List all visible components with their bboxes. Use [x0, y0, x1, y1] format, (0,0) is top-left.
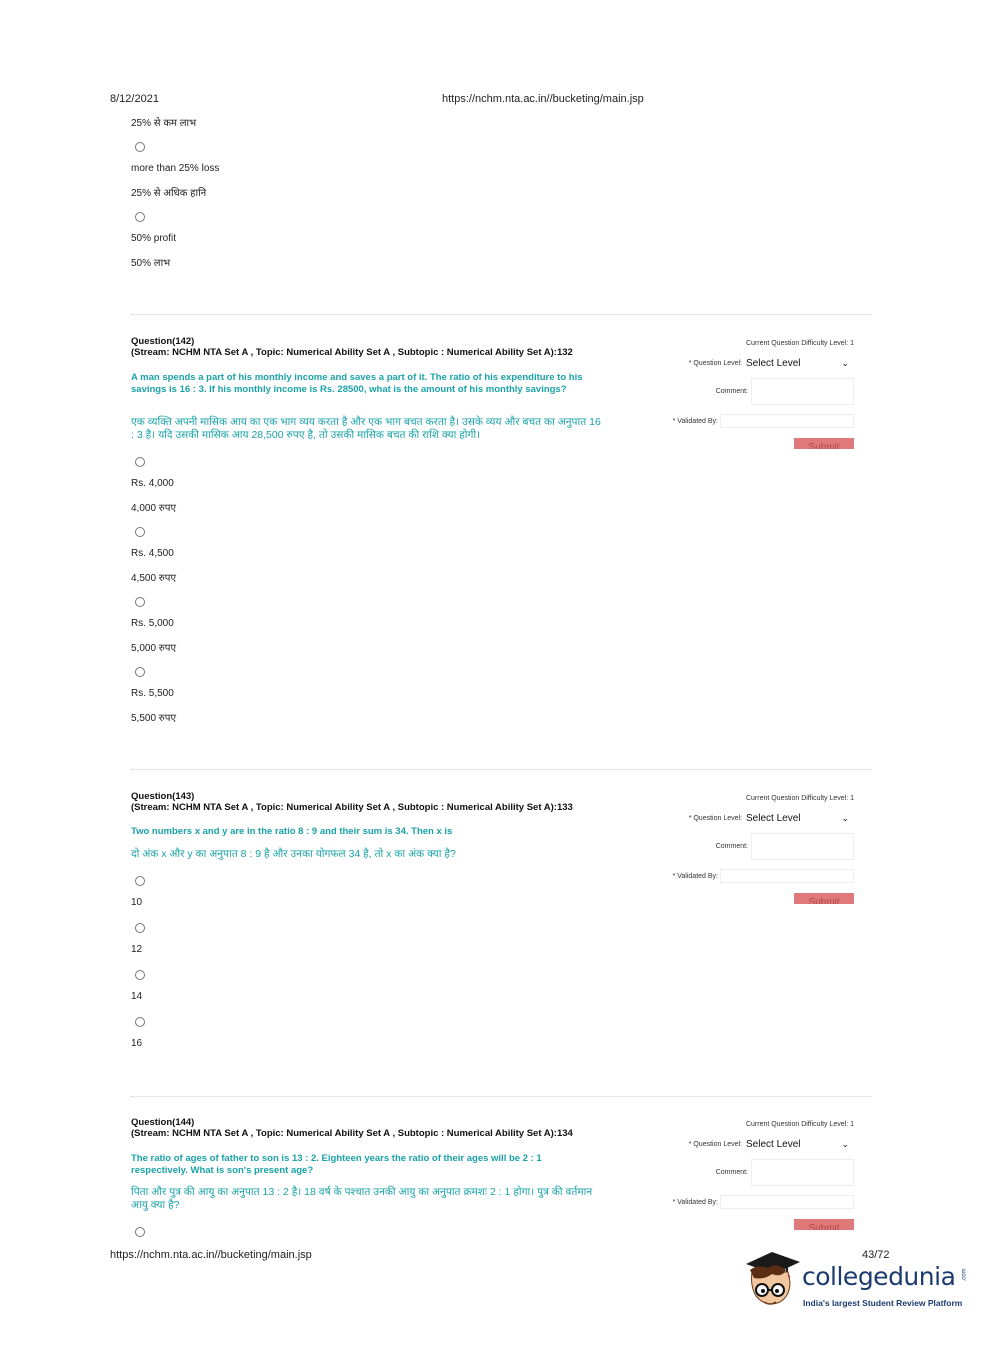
q142-comment-field[interactable]	[751, 378, 854, 405]
question-144-title: Question(144)	[131, 1117, 195, 1128]
question-143-stream: (Stream: NCHM NTA Set A , Topic: Numerical Ability Set A , Subtopic : Numerical Ability Set A):133	[131, 802, 573, 813]
q142-level-label: * Question Level:	[688, 360, 742, 367]
q142-option-1-radio[interactable]	[135, 457, 145, 467]
question-144-text-hi: पिता और पुत्र की आयु का अनुपात 13 : 2 है। 18 वर्ष के पश्चात उनकी आयु का अनुपात क्रमशः 2 : 1 होगा। पुत्र की वर्तमान आयु क्या है?	[131, 1186, 593, 1211]
q142-option-1-label: Rs. 4,000	[131, 478, 174, 489]
question-divider	[131, 769, 871, 770]
q142-level-select[interactable]	[746, 356, 851, 370]
q143-submit-button[interactable]: Submit	[794, 893, 854, 904]
q144-option-1-radio[interactable]	[135, 1227, 145, 1237]
q143-option-3-radio[interactable]	[135, 970, 145, 980]
question-divider	[131, 314, 871, 315]
question-142-text-en: A man spends a part of his monthly income and saves a part of it. The ratio of his expenditure to his savings is 16 : 3. If his monthly income is Rs. 28500, what is the amount of his monthly savings?	[131, 372, 583, 395]
question-144-text-en: The ratio of ages of father to son is 13 : 2. Eighteen years the ratio of their ages will be 2 : 1 respectively. What is son's present age?	[131, 1153, 542, 1176]
q143-validated-label: * Validated By:	[672, 873, 718, 880]
q144-validated-label: * Validated By:	[672, 1199, 718, 1206]
question-143-title: Question(143)	[131, 791, 195, 802]
q142-option-2-label: Rs. 4,500	[131, 548, 174, 559]
q144-comment-field[interactable]	[751, 1159, 854, 1186]
page-number: 43/72	[862, 1249, 890, 1261]
q142-difficulty-label: Current Question Difficulty Level: 1	[745, 340, 854, 347]
q143-option-1-radio[interactable]	[135, 876, 145, 886]
question-144-stream: (Stream: NCHM NTA Set A , Topic: Numerical Ability Set A , Subtopic : Numerical Ability Set A):134	[131, 1128, 573, 1139]
q143-level-select-value: Select Level	[746, 812, 801, 824]
chevron-down-icon: ⌄	[841, 812, 849, 823]
q142-validated-field[interactable]	[720, 414, 854, 428]
q144-difficulty-label: Current Question Difficulty Level: 1	[745, 1121, 854, 1128]
prev-option-3-label: 50% profit	[131, 233, 177, 244]
prev-option-1-hindi: 25% से कम लाभ	[131, 118, 197, 129]
prev-option-2-label: more than 25% loss	[131, 163, 220, 174]
q143-option-4-label: 16	[131, 1038, 143, 1049]
question-143-text-hi: दो अंक x और y का अनुपात 8 : 9 है और उनका योगफल 34 है, तो x का अंक क्या है?	[131, 848, 456, 860]
question-142-title: Question(142)	[131, 336, 195, 347]
q142-option-4-hindi: 5,500 रुपए	[131, 713, 176, 724]
q144-comment-label: Comment:	[715, 1169, 748, 1176]
q142-option-3-label: Rs. 5,000	[131, 618, 174, 629]
question-142-text-hi: एक व्यक्ति अपनी मासिक आय का एक भाग व्यय करता है और एक भाग बचत करता है। उसके व्यय और बचत का अनुपात 16 : 3 है। यदि उसकी मासिक आय 28,500 रुपए है, तो उसकी मासिक बचत की राशि क्या होगी।	[131, 416, 601, 441]
q144-level-select-value: Select Level	[746, 1138, 801, 1150]
footer-url: https://nchm.nta.ac.in//bucketing/main.jsp	[110, 1249, 312, 1261]
q142-validated-label: * Validated By:	[672, 418, 718, 425]
collegedunia-mascot-icon	[742, 1250, 804, 1312]
q143-option-1-label: 10	[131, 897, 143, 908]
q143-validated-field[interactable]	[720, 869, 854, 883]
question-142-stream: (Stream: NCHM NTA Set A , Topic: Numerical Ability Set A , Subtopic : Numerical Ability Set A):132	[131, 347, 573, 358]
prev-option-2-hindi: 25% से अधिक हानि	[131, 188, 207, 199]
q142-option-3-radio[interactable]	[135, 597, 145, 607]
question-divider	[131, 1096, 871, 1097]
q142-option-1-hindi: 4,000 रुपए	[131, 503, 176, 514]
q142-option-3-hindi: 5,000 रुपए	[131, 643, 176, 654]
q143-level-select[interactable]	[746, 811, 851, 825]
prev-option-2-radio[interactable]	[135, 142, 145, 152]
q143-option-3-label: 14	[131, 991, 143, 1002]
q142-option-2-radio[interactable]	[135, 527, 145, 537]
q143-option-2-label: 12	[131, 944, 143, 955]
q143-difficulty-label: Current Question Difficulty Level: 1	[745, 795, 854, 802]
q144-submit-button[interactable]: Submit	[794, 1219, 854, 1230]
q144-level-select[interactable]	[746, 1137, 851, 1151]
chevron-down-icon: ⌄	[841, 357, 849, 368]
q143-option-4-radio[interactable]	[135, 1017, 145, 1027]
chevron-down-icon: ⌄	[841, 1138, 849, 1149]
q144-level-label: * Question Level:	[688, 1141, 742, 1148]
q142-level-select-value: Select Level	[746, 357, 801, 369]
q144-validated-field[interactable]	[720, 1195, 854, 1209]
collegedunia-logo-text: collegedunia	[802, 1262, 956, 1291]
q142-comment-label: Comment:	[715, 388, 748, 395]
print-url: https://nchm.nta.ac.in//bucketing/main.jsp	[442, 93, 644, 105]
q142-submit-button[interactable]: Submit	[794, 438, 854, 449]
q142-option-4-radio[interactable]	[135, 667, 145, 677]
question-143-text-en: Two numbers x and y are in the ratio 8 : 9 and their sum is 34. Then x is	[131, 826, 453, 837]
q143-option-2-radio[interactable]	[135, 923, 145, 933]
prev-option-3-hindi: 50% लाभ	[131, 258, 171, 269]
collegedunia-logo-suffix: .com	[961, 1268, 968, 1282]
print-date: 8/12/2021	[110, 93, 159, 105]
collegedunia-tagline: India's largest Student Review Platform	[803, 1298, 963, 1308]
q142-option-2-hindi: 4,500 रुपए	[131, 573, 176, 584]
q142-option-4-label: Rs. 5,500	[131, 688, 174, 699]
prev-option-3-radio[interactable]	[135, 212, 145, 222]
q143-level-label: * Question Level:	[688, 815, 742, 822]
q143-comment-field[interactable]	[751, 833, 854, 860]
q143-comment-label: Comment:	[715, 843, 748, 850]
